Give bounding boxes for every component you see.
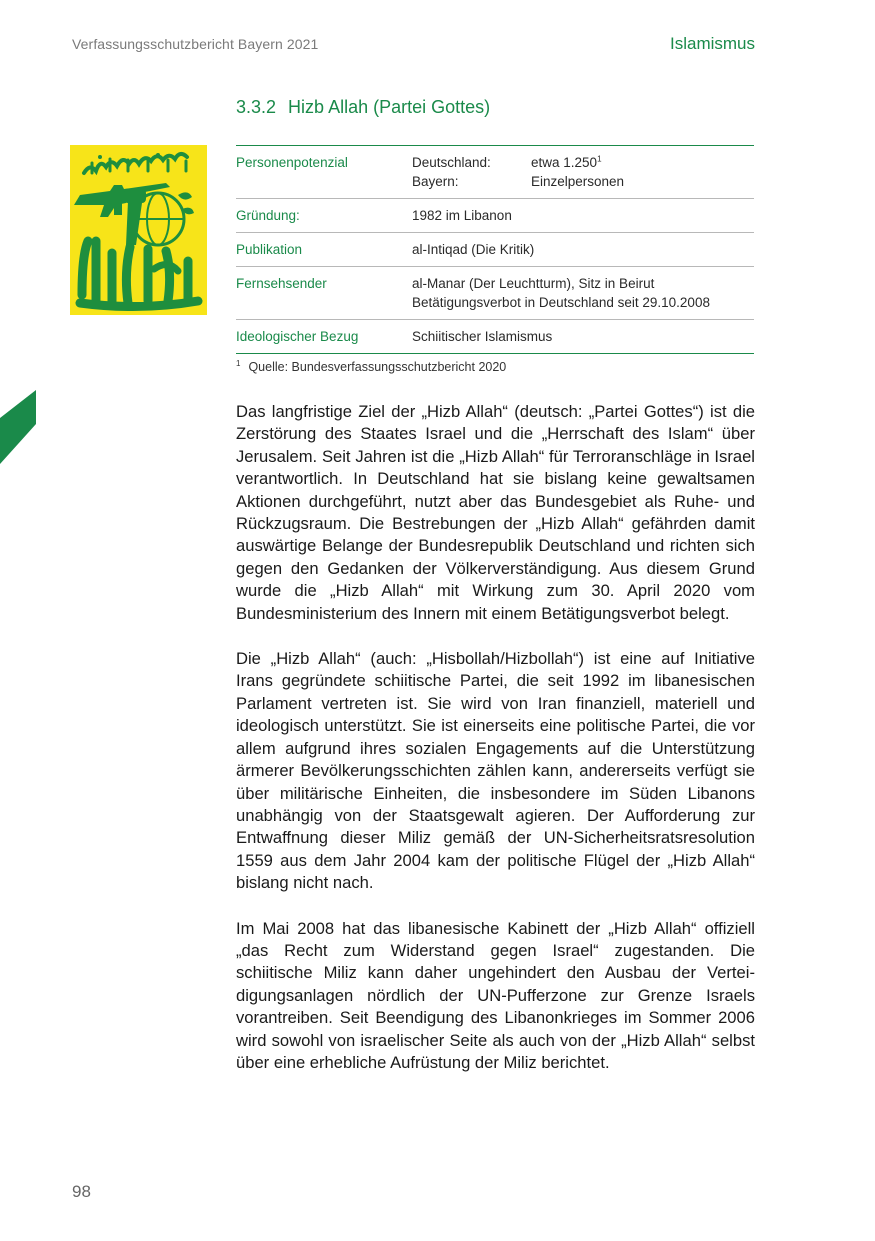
fernsehsender-line-1: al-Manar (Der Leuchtturm), Sitz in Beirut [412,276,655,291]
label-deutschland: Deutschland: [412,155,491,170]
row-label-personenpotenzial: Personenpotenzial [236,155,348,170]
hizb-allah-flag-icon [70,145,207,315]
table-row-fernsehsender [236,267,754,320]
row-label-ideologischer-bezug: Ideologischer Bezug [236,329,359,344]
row-value-publikation: al-Intiqad (Die Kritik) [412,242,535,257]
running-header-publication: Verfassungsschutzbericht Bayern 2021 [72,36,319,52]
page-number: 98 [72,1182,91,1201]
value-deutschland [531,153,754,172]
footnote [236,360,506,374]
section-number: 3.3.2 [236,97,277,117]
label-bayern: Bayern: [412,174,459,189]
row-label-fernsehsender: Fernsehsender [236,276,327,291]
section-title: Hizb Allah (Partei Gottes) [288,97,491,117]
running-header-chapter: Islamismus [669,34,755,53]
footnote-text: Quelle: Bundesverfassungsschutzbericht 2020 [248,360,507,374]
footnote-number: 1 [236,358,241,368]
row-label-gruendung: Gründung: [236,208,300,223]
row-value-gruendung: 1982 im Libanon [412,208,512,223]
row-value-ideologischer-bezug: Schiitischer Islamismus [412,329,553,344]
chapter-tab-marker [0,390,36,464]
table-row-personenpotenzial [236,146,754,199]
value-bayern: Einzelpersonen [531,174,625,189]
value-deutschland-number: etwa 1.250 [531,155,598,170]
row-value-fernsehsender [412,267,754,320]
section-heading [236,97,490,118]
fernsehsender-line-2: Betätigungsverbot in Deutschland seit 29.10.2008 [412,295,710,310]
table-row-ideologischer-bezug [236,320,754,354]
body-text [236,401,755,1097]
footnote-ref: 1 [597,154,602,164]
body-paragraph-1: Das langfristige Ziel der „Hizb Allah“ (deutsch: „Partei Gottes“) ist die Zerstörung des Staates Israel und die „Herrschaft des Islam“ über Jerusalem. Seit Jahren ist die „Hizb Allah“ für Terroranschläge in Israel verantwortlich. In Deutschland hat sie bislang keine gewaltsamen Aktionen durchgeführt, nutzt aber das Bundesgebiet als Ruhe- und Rückzugsraum. Die Bestrebungen der „Hizb Allah“ gefährden damit auswärtige Belange der Bundesrepublik Deutschland und richten sich gegen den Gedanken der Völkerverständigung. Aus diesem Grund wurde die „Hizb Allah“ mit Wirkung zum 30. April 2020 vom Bundesministerium des Innern mit einem Betätigungsverbot belegt. [236,402,755,623]
table-row-gruendung [236,199,754,233]
table-row-publikation [236,233,754,267]
row-label-publikation: Publikation [236,242,303,257]
body-paragraph-3: Im Mai 2008 hat das libanesische Kabinett der „Hizb Allah“ offiziell „das Recht zum Widerstand gegen Israel“ zugestanden. Die schiitische Miliz kann daher ungehindert den Ausbau der Verteidigungsanlagen nördlich der UN-Pufferzone zur Grenze Israels vorantreiben. Seit Beendigung des Libanonkrieges im Sommer 2006 wird sowohl von israelischer Seite als auch von der „Hizb Allah“ selbst über eine erhebliche Aufrüstung der Miliz berichtet. [236,918,755,1072]
row-value-personenpotenzial [412,146,754,199]
body-paragraph-2: Die „Hizb Allah“ (auch: „Hisbollah/Hizbollah“) ist eine auf Initiative Irans gegründete schiitische Partei, die seit 1992 im libanesischen Parlament vertreten ist. Sie wird von Iran finanziell, materiell und ideologisch unterstützt. Sie ist einerseits eine politische Partei, die vor allem aufgrund ihres sozialen Engagements auf die Unterstützung ärmerer Bevölkerungsschichten zählen kann, andererseits verfügt sie über militärische Einheiten, die insbesondere im Süden Libanons unabhängig von der Staatsgewalt agieren. Der Aufforderung zur Entwaffnung dieser Miliz gemäß der UN-Sicherheitsratsresolution 1559 aus dem Jahr 2004 kam der politische Flügel der „Hizb Allah“ bislang nicht nach. [236,649,755,893]
fact-table [236,145,754,354]
